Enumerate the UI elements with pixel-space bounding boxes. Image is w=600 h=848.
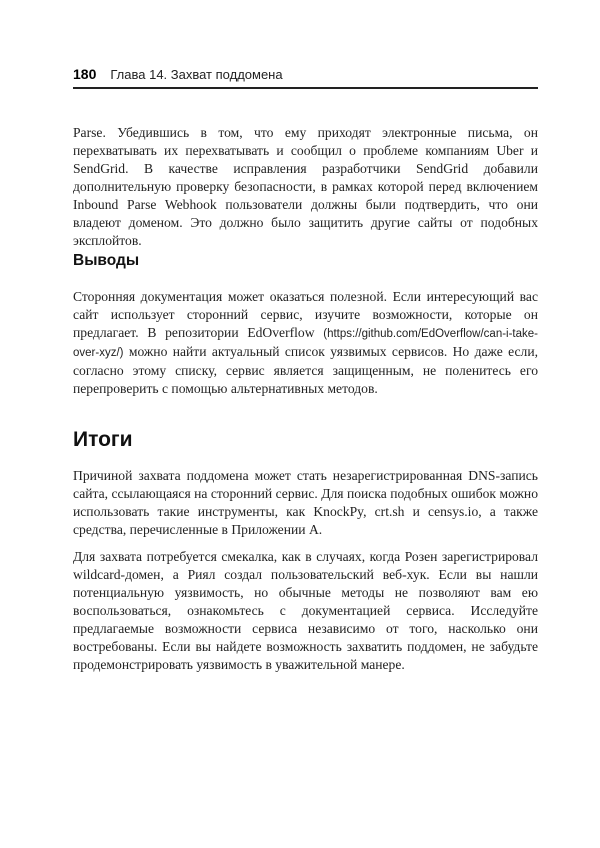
paragraph-summary-1: Причиной захвата поддомена может стать незарегистрированная DNS-запись сайта, ссылающаяся на сторонний сервис. Для поиска подобных ошибок можно использовать такие инструменты, как KnockPy, crt.sh и censys.io, а также средства, перечисленные в Приложении А. — [73, 468, 538, 537]
paragraph-parse: Parse. Убедившись в том, что ему приходят электронные письма, он перехватывать их перехватывать и сообщил о проблеме компаниям Uber и SendGrid. В качестве исправления разработчики SendGrid добавили дополнительную проверку безопасности, в рамках которой перед включением Inbound Parse Webhook пользователи должны были подтвердить, что они владеют доменом. Это должно было защитить другие сайты от подобных эксплойтов. — [73, 125, 538, 248]
heading-summary: Итоги — [73, 428, 133, 451]
conclusions-text-after: можно найти актуальный список уязвимых сервисов. Но даже если, согласно этому списку, сервис является защищенным, не поленитесь его перепроверить с помощью альтернативных методов. — [73, 344, 538, 396]
page-number: 180 — [73, 66, 97, 82]
paragraph-summary-2: Для захвата потребуется смекалка, как в случаях, когда Розен зарегистрировал wildcard-домен, а Риял создал пользовательский веб-хук. Если вы нашли потенциальную уязвимость, но обычные методы не позволяют вам ею воспользоваться, ознакомьтесь с документацией сервиса. Исследуйте предлагаемые возможности сервиса независимо от того, насколько они востребованы. Если вы найдете возможность захватить поддомен, не забудьте продемонстрировать уязвимость в уважительной манере. — [73, 549, 538, 672]
conclusions-text-before: Сторонняя документация может оказаться полезной. Если интересующий вас сайт использует сторонний сервис, изучите возможности, которые он предлагает. В репозитории EdOverflow — [73, 289, 538, 340]
header-rule — [73, 87, 538, 89]
paragraph-conclusions — [73, 288, 538, 398]
page-header — [73, 66, 538, 86]
repository-link[interactable]: (https://github.com/EdOverflow/can-i-take-over-xyz/) — [73, 328, 538, 359]
heading-conclusions: Выводы — [73, 252, 140, 269]
chapter-title: Глава 14. Захват поддомена — [110, 67, 283, 82]
